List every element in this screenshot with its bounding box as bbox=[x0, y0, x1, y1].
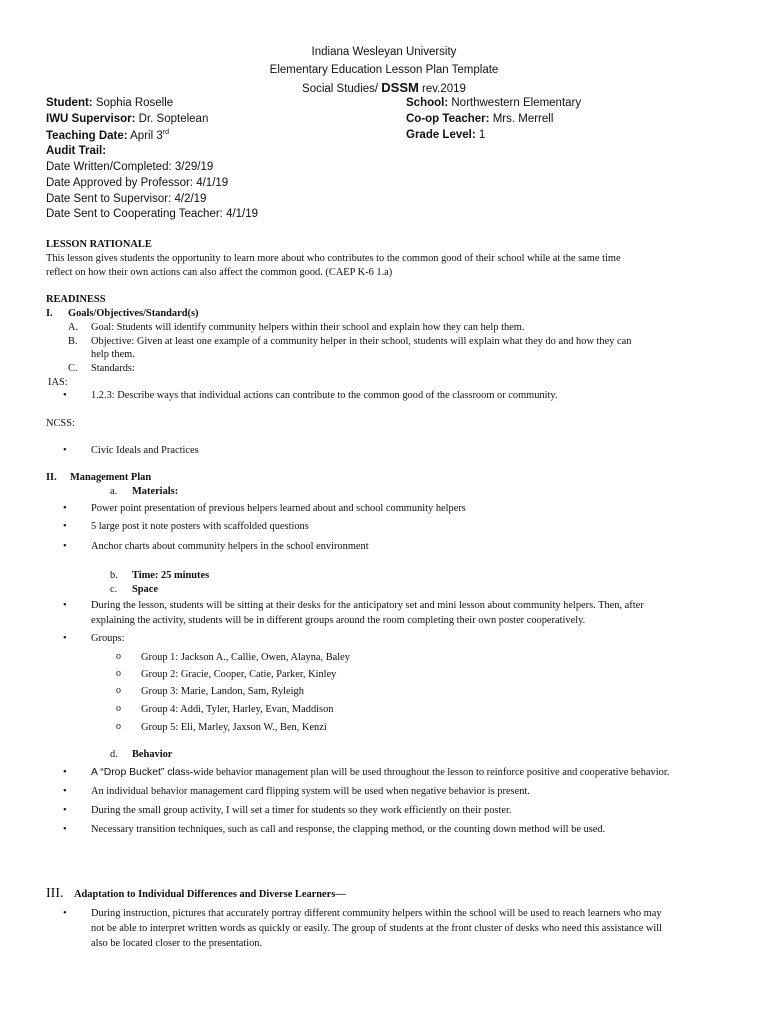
behavior-item: • A “Drop Bucket” class-wide behavior management plan will be used throughout the lesson to reinforce positive and cooperative behavior. bbox=[91, 767, 669, 778]
goal-label: A. bbox=[68, 322, 79, 333]
ias-label: IAS: bbox=[48, 377, 68, 388]
materials-item: • Power point presentation of previous helpers learned about and school community helpers bbox=[91, 503, 466, 514]
time-text: Time: 25 minutes bbox=[132, 570, 210, 581]
materials-label: a. bbox=[110, 486, 118, 497]
objective-text-line2: help them. bbox=[91, 349, 135, 360]
group-item: o Group 2: Gracie, Cooper, Catie, Parker, Kinley bbox=[141, 669, 336, 680]
ncss-label: NCSS: bbox=[46, 418, 75, 429]
date-written: Date Written/Completed: 3/29/19 bbox=[46, 161, 214, 173]
date-sent-cooperating: Date Sent to Cooperating Teacher: 4/1/19 bbox=[46, 208, 259, 220]
objective-label: B. bbox=[68, 336, 78, 347]
behavior-item: • An individual behavior management card flipping system will be used when negative behavior is present. bbox=[91, 786, 530, 797]
adaptation-text-line3: also be located closer to the presentation. bbox=[91, 938, 263, 949]
group-item: o Group 3: Marie, Landon, Sam, Ryleigh bbox=[141, 686, 304, 697]
group-item: o Group 5: Eli, Marley, Jaxson W., Ben, Kenzi bbox=[141, 722, 327, 733]
coop-teacher-field: Co-op Teacher: Mrs. Merrell bbox=[406, 113, 554, 125]
group-item: o Group 4: Addi, Tyler, Harley, Evan, Maddison bbox=[141, 704, 334, 715]
space-label: c. bbox=[110, 584, 118, 595]
ncss-standard-item: • Civic Ideals and Practices bbox=[91, 445, 199, 456]
behavior-item: • Necessary transition techniques, such as call and response, the clapping method, or the counting down method will be used. bbox=[91, 824, 605, 835]
materials-item: • Anchor charts about community helpers in the school environment bbox=[91, 541, 369, 552]
adaptation-text-line2: not be able to interpret written words as quickly or easily. The group of students at the front cluster of desks who need this assistance will bbox=[91, 923, 663, 934]
document-title: Indiana Wesleyan University bbox=[311, 46, 457, 58]
time-label: b. bbox=[110, 570, 118, 581]
adaptation-text-line1: • During instruction, pictures that accurately portray different community helpers within the school will be used to reach learners who may bbox=[91, 908, 662, 919]
standards-text: Standards: bbox=[91, 363, 135, 374]
behavior-item: • During the small group activity, I will set a timer for students so they work efficiently on their poster. bbox=[91, 805, 511, 816]
goal-text: Goal: Students will identify community helpers within their school and explain how they can help them. bbox=[91, 322, 525, 333]
rationale-heading: LESSON RATIONALE bbox=[46, 239, 152, 250]
section-3-number: III. bbox=[46, 886, 64, 901]
groups-label: • Groups: bbox=[91, 633, 124, 644]
section-2-number: II. bbox=[46, 472, 57, 483]
group-item: o Group 1: Jackson A., Callie, Owen, Alayna, Baley bbox=[141, 652, 350, 663]
date-approved: Date Approved by Professor: 4/1/19 bbox=[46, 177, 229, 189]
document-subtitle: Elementary Education Lesson Plan Template bbox=[269, 64, 499, 76]
standards-label: C. bbox=[68, 363, 78, 374]
section-3-title: Adaptation to Individual Differences and Diverse Learners— bbox=[74, 889, 346, 900]
readiness-heading: READINESS bbox=[46, 294, 106, 305]
behavior-title: Behavior bbox=[132, 749, 173, 760]
section-1-title: Goals/Objectives/Standard(s) bbox=[68, 308, 199, 319]
student-field: Student: Sophia Roselle bbox=[46, 97, 174, 109]
section-1-number: I. bbox=[46, 308, 53, 319]
space-title: Space bbox=[132, 584, 158, 595]
section-2-title: Management Plan bbox=[70, 472, 152, 483]
space-text-line2: explaining the activity, students will be in different groups around the room completing their own poster cooperatively. bbox=[91, 615, 586, 626]
date-sent-supervisor: Date Sent to Supervisor: 4/2/19 bbox=[46, 193, 207, 205]
teaching-date-field: Teaching Date: April 3rd bbox=[46, 129, 169, 142]
grade-level-field: Grade Level: 1 bbox=[406, 129, 486, 141]
space-text-line1: • During the lesson, students will be sitting at their desks for the anticipatory set and mini lesson about community helpers. Then, after bbox=[91, 600, 644, 611]
ias-standard-item: • 1.2.3: Describe ways that individual actions can contribute to the common good of the classroom or community. bbox=[91, 390, 558, 401]
school-field: School: Northwestern Elementary bbox=[406, 97, 582, 109]
supervisor-field: IWU Supervisor: Dr. Soptelean bbox=[46, 113, 209, 125]
rationale-text-line2: reflect on how their own actions can also affect the common good. (CAEP K-6 1.a) bbox=[46, 267, 393, 278]
audit-trail-label: Audit Trail: bbox=[46, 145, 107, 157]
objective-text-line1: Objective: Given at least one example of a community helper in their school, students will explain what they do and how they can bbox=[91, 336, 632, 347]
materials-title: Materials: bbox=[132, 486, 179, 497]
materials-item: • 5 large post it note posters with scaffolded questions bbox=[91, 521, 309, 532]
rationale-text-line1: This lesson gives students the opportunity to learn more about who contributes to the common good of their school while at the same time bbox=[46, 253, 621, 264]
document-subject-line: Social Studies/ DSSM rev.2019 bbox=[302, 80, 466, 95]
behavior-label: d. bbox=[110, 749, 118, 760]
